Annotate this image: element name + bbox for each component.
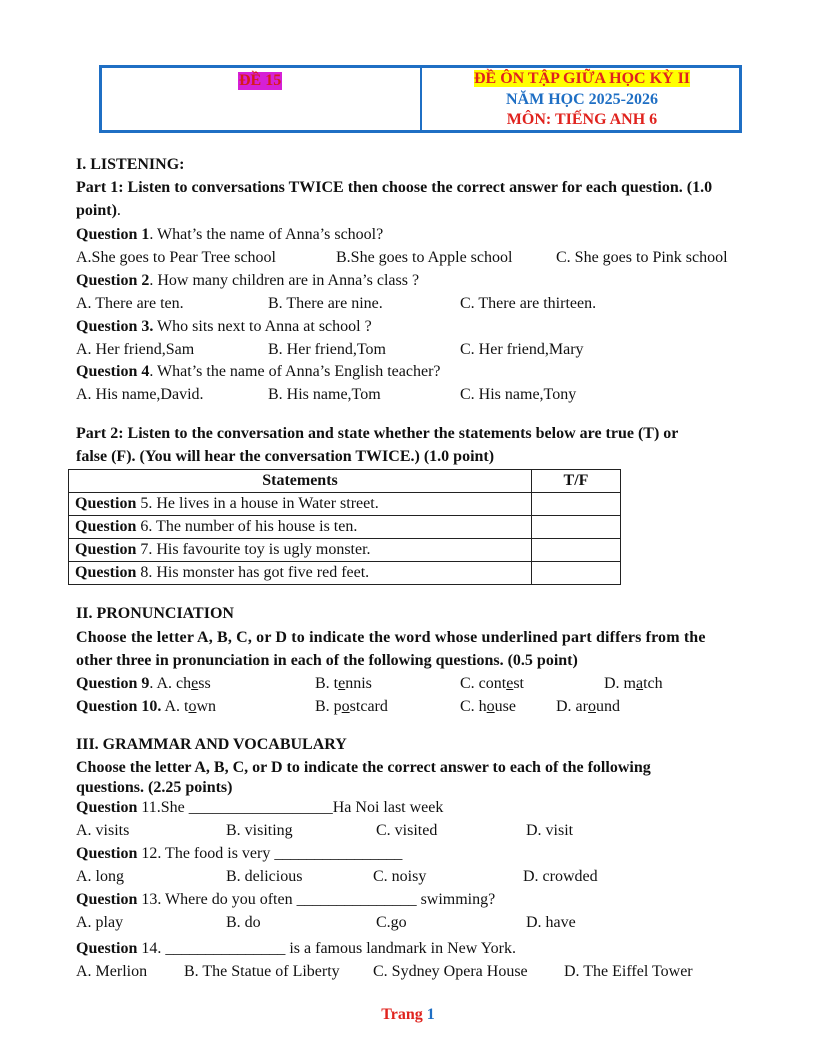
q12-option-a: A. long [76, 868, 124, 885]
tf-answer-cell[interactable] [532, 493, 621, 516]
question-10: Question 10. A. town [76, 698, 217, 715]
table-row [69, 539, 621, 562]
q13-option-d: D. have [526, 914, 576, 931]
q14-option-a: A. Merlion [76, 963, 148, 980]
q10-option-c: C. house [460, 698, 516, 715]
q12-option-c: C. noisy [373, 868, 427, 885]
q4-option-b: B. His name,Tom [268, 386, 381, 403]
page-number: 1 [426, 1006, 435, 1023]
page-word: Trang [381, 1006, 423, 1023]
q1-option-a: A.She goes to Pear Tree school [76, 249, 276, 266]
q9-option-b: B. tennis [315, 675, 372, 692]
grammar-instruction-cont: questions. (2.25 points) [76, 779, 233, 796]
q2-option-c: C. There are thirteen. [460, 295, 597, 312]
q11-option-b: B. visiting [226, 822, 293, 839]
q11-option-a: A. visits [76, 822, 130, 839]
pronunciation-instruction: Choose the letter A, B, C, or D to indicate the word whose underlined part differs from the [76, 629, 706, 646]
section-pronunciation-heading: II. PRONUNCIATION [76, 605, 234, 622]
table-row [69, 516, 621, 539]
part2-instruction-cont: false (F). (You will hear the conversation TWICE.) (1.0 point) [76, 448, 495, 465]
q3-option-a: A. Her friend,Sam [76, 341, 195, 358]
q14-option-c: C. Sydney Opera House [373, 963, 528, 980]
q3-option-c: C. Her friend,Mary [460, 341, 584, 358]
q11-option-d: D. visit [526, 822, 574, 839]
statement-cell: Question 5. He lives in a house in Water street. [69, 493, 532, 516]
q14-option-d: D. The Eiffel Tower [564, 963, 693, 980]
q9-option-d: D. match [604, 675, 663, 692]
part2-instruction: Part 2: Listen to the conversation and state whether the statements below are true (T) or [76, 425, 679, 442]
q14-option-b: B. The Statue of Liberty [184, 963, 340, 980]
question-1: Question 1. What’s the name of Anna’s school? [76, 226, 384, 243]
header-year: NĂM HỌC 2025-2026 [506, 91, 658, 108]
exam-code: ĐỀ 15 [239, 72, 282, 89]
q3-option-b: B. Her friend,Tom [268, 341, 386, 358]
q12-option-b: B. delicious [226, 868, 303, 885]
question-4: Question 4. What’s the name of Anna’s English teacher? [76, 363, 441, 380]
q4-option-c: C. His name,Tony [460, 386, 577, 403]
question-12: Question 12. The food is very ________________ [76, 845, 403, 862]
q10-option-b: B. postcard [315, 698, 388, 715]
tf-answer-cell[interactable] [532, 516, 621, 539]
true-false-table [68, 469, 621, 585]
table-row [69, 562, 621, 585]
q4-option-a: A. His name,David. [76, 386, 204, 403]
statement-cell: Question 7. His favourite toy is ugly monster. [69, 539, 532, 562]
q13-option-b: B. do [226, 914, 261, 931]
statement-cell: Question 8. His monster has got five red feet. [69, 562, 532, 585]
tf-answer-cell[interactable] [532, 539, 621, 562]
part1-instruction: Part 1: Listen to conversations TWICE then choose the correct answer for each question. (1.0 [76, 179, 713, 196]
table-row [69, 493, 621, 516]
section-grammar-heading: III. GRAMMAR AND VOCABULARY [76, 736, 347, 753]
question-2: Question 2. How many children are in Anna’s class ? [76, 272, 420, 289]
tf-answer-cell[interactable] [532, 562, 621, 585]
header-title: ĐỀ ÔN TẬP GIỮA HỌC KỲ II [473, 70, 691, 87]
statement-cell: Question 6. The number of his house is ten. [69, 516, 532, 539]
question-11: Question 11.She __________________Ha Noi last week [76, 799, 444, 816]
q11-option-c: C. visited [376, 822, 438, 839]
grammar-instruction: Choose the letter A, B, C, or D to indicate the correct answer to each of the following [76, 759, 651, 776]
question-13: Question 13. Where do you often _______________ swimming? [76, 891, 496, 908]
q1-option-c: C. She goes to Pink school [556, 249, 728, 266]
page-footer [0, 1006, 816, 1024]
q10-option-d: D. around [556, 698, 620, 715]
q13-option-c: C.go [376, 914, 407, 931]
header-box [99, 65, 742, 133]
q1-option-b: B.She goes to Apple school [336, 249, 513, 266]
pronunciation-instruction-cont: other three in pronunciation in each of the following questions. (0.5 point) [76, 652, 578, 669]
q9-option-c: C. contest [460, 675, 524, 692]
q2-option-b: B. There are nine. [268, 295, 383, 312]
question-14: Question 14. _______________ is a famous landmark in New York. [76, 940, 516, 957]
section-listening-heading: I. LISTENING: [76, 156, 185, 173]
table-header-statements: Statements [69, 470, 532, 493]
q13-option-a: A. play [76, 914, 124, 931]
question-3: Question 3. Who sits next to Anna at school ? [76, 318, 372, 335]
question-9: Question 9. A. chess [76, 675, 211, 692]
table-header-row [69, 470, 621, 493]
q2-option-a: A. There are ten. [76, 295, 184, 312]
part1-instruction-cont: point). [76, 202, 121, 219]
q12-option-d: D. crowded [523, 868, 598, 885]
table-header-tf: T/F [532, 470, 621, 493]
header-subject: MÔN: TIẾNG ANH 6 [506, 111, 658, 128]
